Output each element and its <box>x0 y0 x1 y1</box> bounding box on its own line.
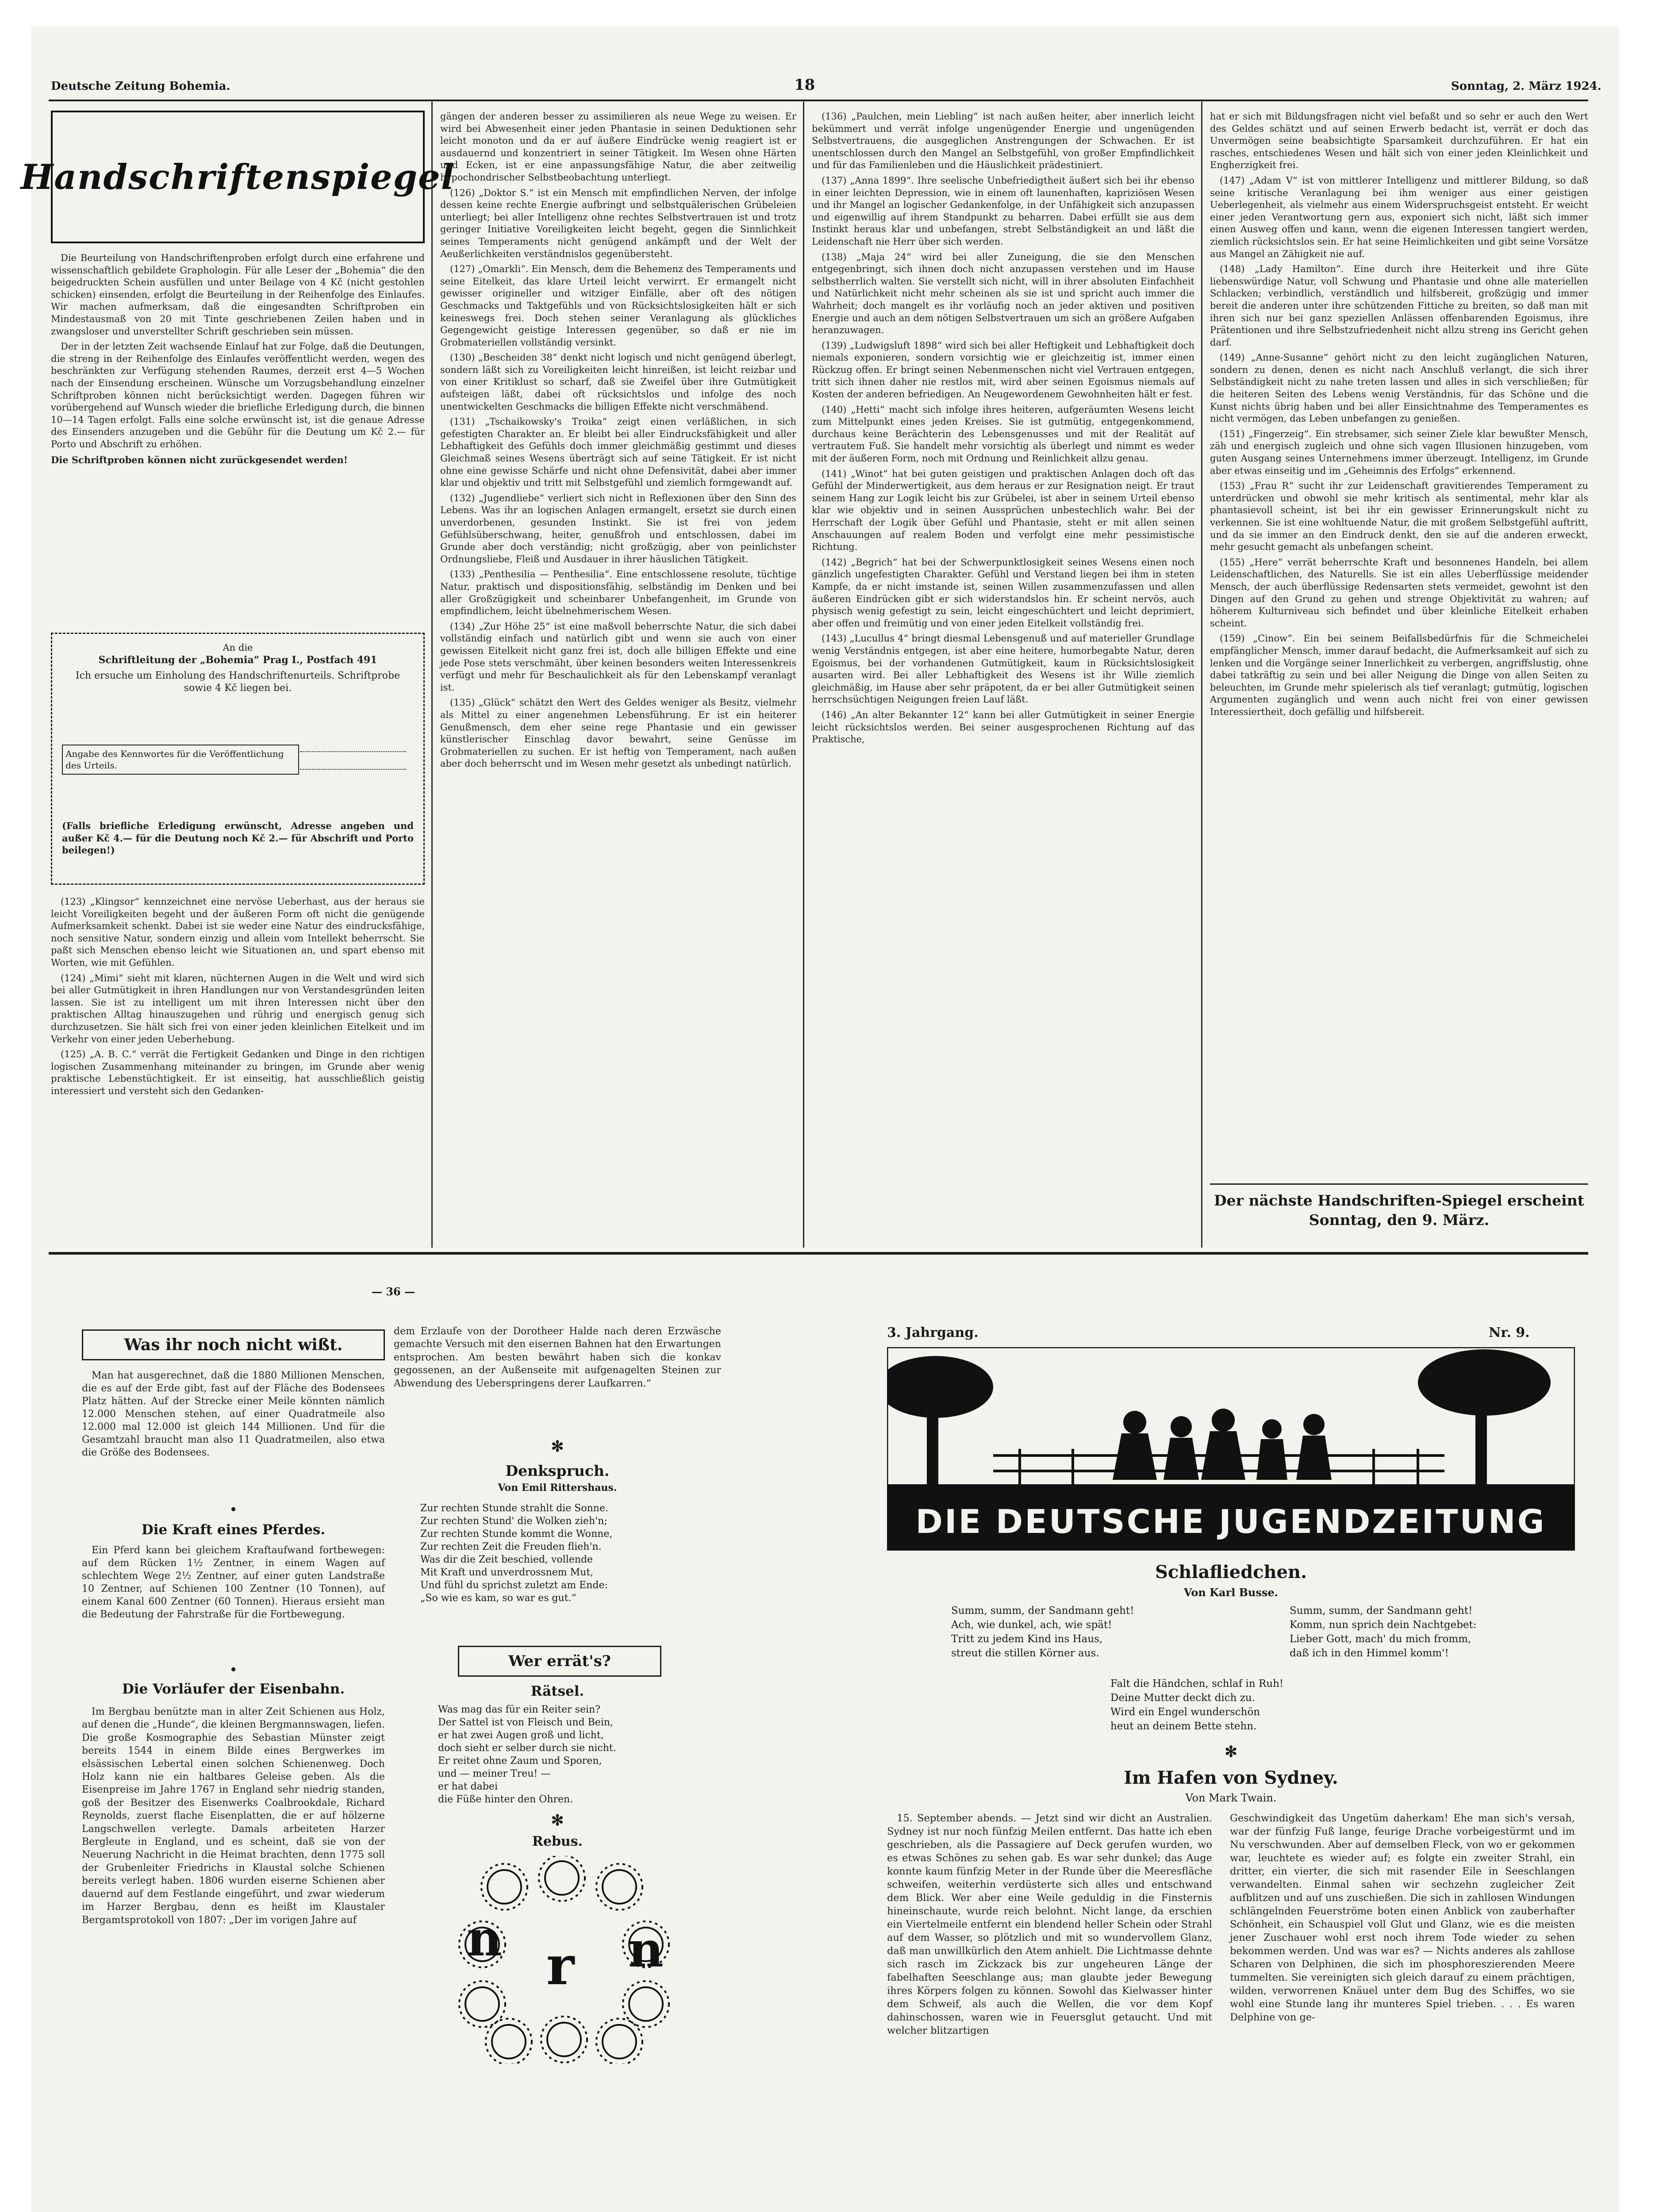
poem-line: Summ, summ, der Sandmann geht! <box>951 1605 1134 1617</box>
graphology-entry: (123) „Klingsor“ kennzeichnet eine nervöse Ueberhast, aus der heraus sie leicht Voreiligkeiten begeht und der äußeren Form oft nicht die genügende Aufmerksamkeit schenkt. Dabei ist sie weder eine Natur des eindrucksfähige, noch sensitive Natur, sondern einzig und allein vom Intellekt beherrscht. Sie paßt sich Menschen ebenso leicht wie Situationen an, und spart ebenso mit Worten, wie mit Gefühlen. <box>51 896 425 968</box>
graphology-entry: gängen der anderen besser zu assimilieren als neue Wege zu weisen. Er wird bei Abwesenheit einer jeden Phantasie in seinen Deduktionen sehr leicht monoton und da er auf äußere Eindrücke wenig reagiert ist er ausdauernd und konzentriert in seiner Tätigkeit. Im Wesen ohne Härten und Ecken, ist er eine anpassungsfähige Natur, die aber zeitweilig hypochondrischer Selbstbeobachtung unterliegt. <box>440 111 796 183</box>
graphology-entry: (131) „Tschaikowsky's Troika“ zeigt einen verläßlichen, in sich gefestigten Charakter an. Er bleibt bei aller Eindrucksfähigkeit und aller Lebhaftigkeit des Gefühls doch immer gleichmäßig gestimmt und dieses Gleichmaß seines Wesens überträgt sich auf seine Tätigkeit. Er ist nicht ohne eine gewisse Schärfe und nicht ohne Defensivität, dabei aber immer klar und objektiv und tritt mit Selbstgefühl und ziemlich formgewandt auf. <box>440 416 796 488</box>
riddle-line: Er reitet ohne Zaum und Sporen, <box>438 1755 602 1767</box>
star-ornament: ✻ <box>551 1812 564 1829</box>
newspaper-page <box>20 27 1619 2212</box>
sydney-author: Von Mark Twain. <box>1185 1792 1277 1804</box>
was-ihr-title: Was ihr noch nicht wißt. <box>124 1336 343 1354</box>
column-1-entries <box>51 896 425 1101</box>
graphology-entry: (142) „Begrich“ hat bei der Schwerpunktlosigkeit seines Wesens einen noch gänzlich ungefestigten Charakter. Gefühl und Verstand liegen bei ihm in steten Kampfe, da er nicht imstande ist, seinen Willen zusammenzufassen und allen äußeren Eindrücken gibt er sich widerstandslos hin. Er scheint nervös, auch physisch wenig gefestigt zu sein, leicht eingeschüchtert und leicht deprimiert, aber offen und freimütig und von einer jeden Eitelkeit vollständig frei. <box>812 557 1194 629</box>
erraet-title-box <box>458 1646 661 1677</box>
handschriften-title-box <box>20 111 455 243</box>
poem-line: daß ich in den Himmel komm'! <box>1290 1647 1449 1659</box>
graphology-entry: (149) „Anne-Susanne“ gehört nicht zu den leicht zugänglichen Naturen, sondern zu denen, denen es nicht nach Anschluß verlangt, die sich ihrer Selbständigkeit nicht zu nahe treten lassen und alles in sich verschließen; für die heiteren Seiten des Lebens wenig Verständnis, für das Schöne und die Kunst nichts übrig haben und bei aller Einsichtnahme des Temperamentes es nicht vermögen, das Leben unbefangen zu genießen. <box>1210 352 1588 424</box>
rebus-image <box>456 1856 677 2064</box>
rebus-letter: r <box>546 1935 575 1997</box>
column-rule <box>431 102 433 1248</box>
graphology-entry: (137) „Anna 1899“. Ihre seelische Unbefriedigtheit äußert sich bei ihr ebenso in einer leichten Depression, wie in einem oft launenhaften, kapriziösen Wesen und ihr Mangel an logischer Gedankenfolge, in der Unfähigkeit sich anzupassen und eigenwillig auf ihrem Standpunkt zu beharren. Dabei erfüllt sie aus dem Instinkt heraus klar und unbefangen, strebt Selbständigkeit an und läßt die Leidenschaft nie Herr über sich werden. <box>812 175 1194 247</box>
graphology-entry: (148) „Lady Hamilton“. Eine durch ihre Heiterkeit und ihre Güte liebenswürdige Natur, voll Schwung und Phantasie und ohne alle materiellen Schlacken; verbindlich, verständlich und hilfsbereit, großzügig und immer bereit die anderen unter ihre schützenden Fittiche zu breiten, so daß man mit ihren sich nur bei ganz speziellen Anlässen offenbarenden Egoismus, ihre Prätentionen und ihre Selbstzufriedenheit nicht allzu streng ins Gericht gehen darf. <box>1210 264 1588 348</box>
coupon-keyword-line[interactable] <box>300 751 406 752</box>
rebus-letter: n <box>628 1921 664 1978</box>
sydney-title: Im Hafen von Sydney. <box>1124 1767 1338 1788</box>
graphology-entry: (151) „Fingerzeig“. Ein strebsamer, sich seiner Ziele klar bewußter Mensch, zäh und energisch zugleich und ohne sich vagen Illusionen hinzugeben, vom guten Ausgang seines Unternehmens immer überzeugt. Intelligenz, im Grunde aber etwas einseitig und im „Geheimnis des Erfolgs“ erkennend. <box>1210 428 1588 476</box>
header-right: Sonntag, 2. März 1924. <box>1451 80 1601 93</box>
poem-line: Lieber Gott, mach' du mich fromm, <box>1290 1633 1471 1645</box>
banner-title: DIE DEUTSCHE JUGENDZEITUNG <box>915 1503 1546 1541</box>
denkspruch-title: Denkspruch. <box>505 1462 610 1479</box>
graphology-entry: (133) „Penthesilia — Penthesilia“. Eine entschlossene resolute, tüchtige Natur, praktisch und dispositionsfähig, selbständig im Denken und bei aller Großzügigkeit und scheinbarer Unbefangenheit, im Grunde von empfindlichem, leicht übelnehmerischem Wesen. <box>440 569 796 617</box>
graphology-entry: (155) „Here“ verrät beherrschte Kraft und besonnenes Handeln, bei allem Leidenschaftlichen, des Naturells. Sie ist ein alles Ueberflüssige meidender Mensch, der auch überflüssige Redensarten stets vermeidet, gewohnt ist den Dingen auf den Grund zu gehen und strenge Objektivität zu wahren; auf höherem Kulturniveau sich befindet und über kleinliche Eitelkeit erhaben scheint. <box>1210 557 1588 629</box>
eisenbahn-title: Die Vorläufer der Eisenbahn. <box>122 1681 345 1697</box>
divider-ornament: • <box>230 1663 237 1677</box>
riddle-line: die Füße hinter den Ohren. <box>438 1794 573 1805</box>
graphology-entry: (135) „Glück“ schätzt den Wert des Geldes weniger als Besitz, vielmehr als Mittel zu einer angenehmen Lebensführung. Er ist ein heiterer Genußmensch, dem eher seine rege Phantasie und ein gewisser künstlerischer Einschlag davor bewahrt, seine Genüsse im Grobmateriellen zu suchen. Er ist heftig von Temperament, nach außen aber doch beherrscht und im Wesen mehr gesetzt als unbedingt natürlich. <box>440 697 796 769</box>
issue-number: Nr. 9. <box>1489 1325 1530 1340</box>
intro-paragraph: Die Beurteilung von Handschriftenproben erfolgt durch eine erfahrene und wissenschaftlich gebildete Graphologin. Für alle Leser der „Bohemia“ die den beigedruckten Schein ausfüllen und unter Beilage von 4 Kč (nicht gestohlen schicken) einsenden, erfolgt die Beurteilung in der Reihenfolge des Einlaufes. Wir machen aufmerksam, daß die eingesandten Schriftproben ein Mindestausmaß von 20 mit Tinte geschriebenen Zeilen haben und in zwangsloser und unverstellter Schrift geschrieben sein müssen. <box>51 253 425 337</box>
denkspruch-poem <box>420 1502 708 1605</box>
raetsel-poem <box>438 1703 712 1806</box>
poem-line: „So wie es kam, so war es gut.“ <box>420 1593 576 1604</box>
poem-line: Zur rechten Zeit die Freuden flieh'n. <box>420 1541 602 1552</box>
sun-icon <box>596 2019 642 2064</box>
poem-line: Was dir die Zeit beschied, vollende <box>420 1554 593 1565</box>
coupon-text: Ich ersuche um Einholung des Handschriftenurteils. Schriftprobe sowie 4 Kč liegen bei. <box>75 670 400 694</box>
poem-line: Zur rechten Stund' die Wolken zieh'n; <box>420 1516 607 1527</box>
denkspruch-author: Von Emil Rittershaus. <box>498 1482 617 1494</box>
header-rule <box>49 100 1588 101</box>
riddle-line: Was mag das für ein Reiter sein? <box>438 1704 600 1715</box>
eisenbahn-text-block <box>82 1705 385 1930</box>
coupon-keyword-line[interactable] <box>300 769 406 770</box>
graphology-entry: (140) „Hetti“ macht sich infolge ihres heiteren, aufgeräumten Wesens leicht zum Mittelpunkt eines jeden Kreises. Sie ist gutmütig, entgegenkommend, durchaus keine Berächterin des Lebensgenusses und mit der Realität auf vertrautem Fuß. Sie handelt mehr vorsichtig als überlegt und nimmt es weder mit der äußeren Form, noch mit Ordnung und Reinlichkeit allzu genau. <box>812 404 1194 464</box>
eisenbahn-text: Im Bergbau benützte man in alter Zeit Schienen aus Holz, auf denen die „Hunde“, die kleinen Bergmannswagen, liefen. Die große Kosmographie des Sebastian Münster zeigt bereits 1544 in einem Bilde eines Bergwerkes im elsässischen Lebertal einen solchen Schienenweg. Doch Holz kann nie ein haltbares Geleise geben. Als die Eisenpreise im Jahre 1767 in England sehr niedrig standen, goß der Besitzer des Eisenwerks Coalbrookdale, Richard Reynolds, zuerst flache Eisenplatten, die er auf hölzerne Langschwellen verlegte. Damals arbeiteten Harzer Bergleute in England, und es scheint, daß sie von der Neuerung Nachricht in die Heimat brachten, denn 1775 soll der Grubenleiter Friedrichs in Klaustal solche Schienen bereits verlegt haben. 1806 wurden eiserne Schienen aber dauernd auf dem Festlande eingeführt, und zwar wiederum im Harzer Bergbau, denn es heißt im Klaustaler Bergamtsprotokoll von 1807: „Der im vorigen Jahre auf <box>82 1706 385 1926</box>
column-rule <box>1201 102 1202 1248</box>
column-4-entries <box>1210 111 1588 722</box>
section-separator <box>49 1252 1588 1255</box>
graphology-entry: (130) „Bescheiden 38“ denkt nicht logisch und nicht genügend überlegt, sondern läßt sich zu Voreiligkeiten leicht hinreißen, ist leicht reizbar und von einer Kritiklust so scharf, daß sie Zweifel über ihre Gutmütigkeit aufsteigen läßt, dabei oft rücksichtslos und infolge des noch unentwickelten Geschmacks die billigen Effekte nicht verschmähend. <box>440 352 796 412</box>
graphology-entry: (124) „Mimi“ sieht mit klaren, nüchternen Augen in die Welt und wird sich bei aller Gutmütigkeit in ihren Handlungen nur von Verstandesgründen leiten lassen. Sie ist zu intelligent um mit ihren Interessen nicht über den praktischen Alltag hinauszugehen und rührig und energisch genug sich durchzusetzen. Sie hält sich frei von einer jeden kleinlichen Eitelkeit und im Verkehr von einer jeden Ueberhebung. <box>51 972 425 1045</box>
supplement-page-marker: — 36 — <box>372 1285 415 1298</box>
jugendzeitung-banner <box>887 1347 1575 1551</box>
schlaf-verse-center <box>1110 1677 1376 1733</box>
sydney-column-left <box>887 1812 1212 2040</box>
poem-line: Tritt zu jedem Kind ins Haus, <box>951 1633 1103 1645</box>
page-number: 18 <box>794 76 815 94</box>
raetsel-title: Rätsel. <box>530 1683 584 1699</box>
graphology-entry: (126) „Doktor S.“ ist ein Mensch mit empfindlichen Nerven, der infolge dessen keine rechte Energie aufbringt und selbstquälerischen Grübeleien unterliegt; bei aller Intelligenz ohne rechtes Selbstvertrauen ist und trotz geringer Initiative Voreiligkeiten leicht begeht, gegen die Sinnlichkeit seines Temperaments nicht genügend ankämpft und der Welt der Aeußerlichkeiten verständnislos gegenübersteht. <box>440 187 796 259</box>
order-coupon <box>51 633 425 885</box>
poem-line: Deine Mutter deckt dich zu. <box>1110 1692 1255 1704</box>
jahrgang: 3. Jahrgang. <box>887 1325 979 1340</box>
riddle-line: und — meiner Treu! — <box>438 1768 551 1779</box>
riddle-line: er hat dabei <box>438 1781 498 1792</box>
poem-line: Und fühl du sprichst zuletzt am Ende: <box>420 1580 608 1591</box>
star-ornament: ✻ <box>551 1438 564 1455</box>
graphology-entry: (141) „Winot“ hat bei guten geistigen und praktischen Anlagen doch oft das Gefühl der Minderwertigkeit, aus dem heraus er zur Resignation neigt. Er traut seinem Hang zur Logik leicht bis zur Grübelei, ist aber in seinem Urteil ebenso klar wie objektiv und in seinen Aussprüchen unbestechlich wahr. Bei der Herrschaft der Logik über Gefühl und Phantasie, steht er mit allen seinen Anschauungen auf realem Boden und verfolgt eine mehr pessimistische Richtung. <box>812 468 1194 553</box>
poem-line: Summ, summ, der Sandmann geht! <box>1290 1605 1473 1617</box>
eisenbahn-continued <box>394 1325 721 1393</box>
coupon-to: An die <box>223 642 253 653</box>
kraft-text: Ein Pferd kann bei gleichem Kraftaufwand fortbewegen: auf dem Rücken 1½ Zentner, in einem Wagen auf schlechtem Wege 2½ Zentner, auf einer guten Landstraße 10 Zentner, auf Schienen 100 Zentner (10 Tonnen), auf einem Kanal 600 Zentner (60 Tonnen). Hieraus ersieht man die Bedeutung der Fahrstraße für die Fortbewegung. <box>82 1545 385 1620</box>
sydney-column-right <box>1230 1812 1575 2027</box>
sun-icon <box>623 1981 669 2027</box>
was-ihr-text-block <box>82 1369 385 1462</box>
coupon-address: Schriftleitung der „Bohemia“ Prag I., Postfach 491 <box>98 654 377 666</box>
eisenbahn-cont-text: dem Erzlaufe von der Dorotheer Halde nach deren Erzwäsche gemachte Versuch mit den eisernen Bahnen hat den Erwartungen entsprochen. Am besten bewährt haben sich die konkav gegossenen, an der Außenseite mit aufgenagelten Steinen zur Abwendung des Ueberspringens derer Laufkarren.“ <box>394 1326 721 1389</box>
riddle-line: Der Sattel ist von Fleisch und Bein, <box>438 1717 614 1728</box>
schlaf-verse-right <box>1290 1604 1555 1660</box>
column-2-entries <box>440 111 796 773</box>
sun-icon <box>481 1864 527 1910</box>
intro-block <box>51 252 425 469</box>
sydney-text: Geschwindigkeit das Ungetüm daherkam! Ehe man sich's versah, war der fünfzig Fuß lange, feurige Drache vorbeigestürmt und im Nu verschwunden. Aber auf demselben Fleck, von wo er gekommen war, leuchtete es wieder auf; es folgte ein zweiter Strahl, ein dritter, ein vierter, die sich mit rasender Eile in Seeschlangen verwandelten. Einmal sahen wir sechzehn zugleicher Zeit aufblitzen und auf uns zuschießen. Die sich in zahllosen Windungen schlängelnden Feuerströme boten einen Anblick von zauberhafter Schönheit, ein Schauspiel voll Glut und Glanz, wie es die meisten jener Zuschauer wohl erst noch ihrem Tode wieder zu sehen bekommen werden. Und was war es? — Nichts anderes als zahllose Scharen von Delphinen, die sich im phosphoreszierenden Meere tummelten. Sie vereinigten sich gleich darauf zu einem prächtigen, wilden, verworrenen Knäuel unter dem Bug des Schiffes, wo sie wohl eine Stunde lang ihr munteres Spiel trieben. . . . Es waren Delphine von ge- <box>1230 1813 1575 2023</box>
erraet-title: Wer errät's? <box>508 1652 611 1670</box>
kraft-title: Die Kraft eines Pferdes. <box>141 1522 326 1538</box>
schlaf-author: Von Karl Busse. <box>1183 1586 1279 1599</box>
rebus-letter: n <box>467 1910 502 1967</box>
graphology-entry: (132) „Jugendliebe“ verliert sich nicht in Reflexionen über den Sinn des Lebens. Was ihr an logischen Anlagen ermangelt, ersetzt sie durch einen unverdorbenen, gesunden Instinkt. Sie ist frei von jedem Gefühlsüberschwang, heiter, genußfroh und entschlossen, dabei im Grunde aber doch verständig; nicht großzügig, aber von peinlichster Ordnungsliebe, Fleiß und Ausdauer in ihrer häuslichen Tätigkeit. <box>440 492 796 565</box>
header-left: Deutsche Zeitung Bohemia. <box>51 80 230 93</box>
column-rule <box>803 102 804 1248</box>
divider-ornament: • <box>230 1503 237 1517</box>
rebus-title: Rebus. <box>532 1834 583 1849</box>
graphology-entry: (134) „Zur Höhe 25“ ist eine maßvoll beherrschte Natur, die sich dabei vollständig einfach und natürlich gibt und wenn sie auch von einer gewissen Eitelkeit nicht ganz frei ist, doch alle billigen Effekte und eine jede Pose stets verschmäht, über keinen besonders weiten Interessenkreis verfügt und mehr für Beschaulichkeit als für den Lebenskampf veranlagt ist. <box>440 621 796 693</box>
graphology-entry: (159) „Cinow“. Ein bei seinem Beifallsbedürfnis für die Schmeichelei empfänglicher Mensch, immer darauf bedacht, die Aufmerksamkeit auf sich zu lenken und die Vorgänge seiner Innerlichkeit zu verbergen, angriffslustig, ohne dabei tatkräftig zu sein und bei aller Neigung die Dinge von allen Seiten zu beleuchten, im Grunde mehr spielerisch als tief veranlagt; gutmütig, logischen Argumenten zugänglich und wenn auch nicht frei von einer gewissen Interessiertheit, doch gefällig und hilfsbereit. <box>1210 633 1588 717</box>
sydney-text: 15. September abends. — Jetzt sind wir dicht an Australien. Sydney ist nur noch fünfzig Meilen entfernt. Das hatte ich eben geschrieben, als die Passagiere auf Deck gerufen wurden, wo es etwas Schönes zu sehen gab. Es war sehr dunkel; das Auge konnte kaum fünfzig Meter in der Runde über die Meeresfläche schweifen, weiterhin verdüsterte sich alles und entschwand dem Blick. Wer aber eine Weile geduldig in die Finsternis hineinschaute, wurde reich belohnt. Nicht lange, da erschien ein Viertelmeile entfernt ein blendend heller Schein oder Strahl auf dem Wasser, so plötzlich und mit so wundervollem Glanz, daß man unwillkürlich den Atem anhielt. Die Lichtmasse dehnte sich rasch im Zickzack bis zur ungeheuren Länge der fabelhaften Seeschlange aus; man glaubte jeder Bewegung ihres Körpers folgen zu können. Sowohl das Kielwasser hinter dem Schweif, als auch die Wellen, die vor dem Kopf dahinschossen, waren wie in Feuersglut getaucht. Und mit welcher blitzartigen <box>887 1813 1212 2036</box>
star-ornament: ✻ <box>1225 1743 1237 1761</box>
poem-line: Wird ein Engel wunderschön <box>1110 1706 1260 1718</box>
graphology-entry: (139) „Ludwigsluft 1898“ wird sich bei aller Heftigkeit und Lebhaftigkeit doch niemals exponieren, sondern vorsichtig wie er gleichzeitig ist, immer einen Rückzug offen. Er bringt seinen Nebenmenschen nicht viel Vertrauen entgegen, tritt sich ihnen daher nie restlos mit, wird aber seinen Egoismus niemals auf Kosten der anderen befriedigen. An Neugewordenem Gewohnheiten hält er fest. <box>812 340 1194 400</box>
graphology-entry: hat er sich mit Bildungsfragen nicht viel befaßt und so sehr er auch den Wert des Geldes schätzt und auf seinen Erwerb bedacht ist, verrät er doch das Unvermögen seine beabsichtigte Sparsamkeit durchzuführen. Er hat ein rasches, entschiedenes Wesen und hält sich von einer jeden Kleinlichkeit und Engherzigkeit frei. <box>1210 111 1588 171</box>
schlaf-verse-left <box>951 1604 1217 1660</box>
was-ihr-title-box <box>82 1329 385 1360</box>
intro-warning: Die Schriftproben können nicht zurückgesendet werden! <box>51 454 348 465</box>
graphology-entry: (153) „Frau R“ sucht ihr zur Leidenschaft gravitierendes Temperament zu unterdrücken und obwohl sie mehr kritisch als sentimental, mehr klar als phantasievoll scheint, ist bei ihr ein gewisser Erinnerungskult nicht zu verkennen. Sie ist eine wohltuende Natur, die mit großem Selbstgefühl auftritt, und da sie immer an den Eindruck denkt, den sie auf die anderen erweckt, mehr gesucht gemacht als unbefangen scheint. <box>1210 480 1588 553</box>
poem-line: Mit Kraft und unverdrossnem Mut, <box>420 1567 594 1578</box>
poem-line: Ach, wie dunkel, ach, wie spät! <box>951 1619 1112 1631</box>
graphology-entry: (127) „Omarkli“. Ein Mensch, dem die Behemenz des Temperaments und seine Eitelkeit, das klare Urteil leicht verwirrt. Er ermangelt nicht gewisser origineller und witziger Einfälle, aber oft des nötigen Geschmacks und Taktgefühls und von Rücksichtslosigkeiten hält er sich keineswegs frei. Doch stehen seiner Veranlagung als glückliches Gegengewicht geistige Interessen gegenüber, so daß er nie im Grobmateriellen vollständig versinkt. <box>440 264 796 348</box>
schlaf-title: Schlafliedchen. <box>1155 1562 1307 1582</box>
sun-icon <box>539 1856 585 1901</box>
coupon-note: (Falls briefliche Erledigung erwünscht, Adresse angeben und außer Kč 4.— für die Deutung noch Kč 2.— für Abschrift und Porto beilegen!) <box>62 820 414 856</box>
poem-line: heut an deinem Bette stehn. <box>1110 1720 1257 1732</box>
poem-line: Komm, nun sprich dein Nachtgebet: <box>1290 1619 1477 1631</box>
graphology-entry: (143) „Lucullus 4“ bringt diesmal Lebensgenuß und auf materieller Grundlage wenig Verständnis entgegen, ist aber eine heitere, humorbegabte Natur, deren Egoismus, bei der vorhandenen Gutmütigkeit, kaum in Rücksichtslosigkeit ausarten wird. Bei aller Lebhaftigkeit des Wesens ist ihr Wille ziemlich gleichmäßig, im Hause aber sehr präpotent, da er bei aller Gutmütigkeit seinen herrschsüchtigen Neigungen freien Lauf läßt. <box>812 633 1194 705</box>
graphology-entry: (136) „Paulchen, mein Liebling“ ist nach außen heiter, aber innerlich leicht bekümmert und verrät infolge ungenügender Energie und ungenügenden Selbstvertrauens, die ausgeglichen Anstrengungen der Schwachen. Er ist unentschlossen durch den Mangel an Selbstgefühl, von großer Empfindlichkeit und für das Familienleben und die Häuslichkeit prädestiniert. <box>812 111 1194 171</box>
sun-icon <box>541 2016 587 2062</box>
poem-line: Falt die Händchen, schlaf in Ruh! <box>1110 1678 1284 1690</box>
handschriften-title: Handschriftenspiegel <box>20 157 455 197</box>
riddle-line: doch sieht er selber durch sie nicht. <box>438 1743 616 1754</box>
sun-icon <box>596 1864 642 1910</box>
coupon-keyword-label: Angabe des Kennwortes für die Veröffentlichung des Urteils. <box>62 745 299 775</box>
poem-line: Zur rechten Stunde kommt die Wonne, <box>420 1528 613 1540</box>
sun-icon <box>459 1981 505 2027</box>
next-issue-notice: Der nächste Handschriften-Spiegel erscheint Sonntag, den 9. März. <box>1210 1183 1588 1230</box>
poem-line: streut die stillen Körner aus. <box>951 1647 1099 1659</box>
graphology-entry: (125) „A. B. C.“ verrät die Fertigkeit Gedanken und Dinge in den richtigen logischen Zusammenhang miteinander zu bringen, im Grunde aber wenig praktische Lebenstüchtigkeit. Er ist einseitig, hat ausschließlich geistig interessiert und versteht sich den Gedanken- <box>51 1049 425 1096</box>
intro-paragraph: Der in der letzten Zeit wachsende Einlauf hat zur Folge, daß die Deutungen, die streng in der Reihenfolge des Einlaufes veröffentlicht werden, wegen des beschränkten zur Verfügung stehenden Raumes, derzeit erst 4—5 Wochen nach der Einsendung erscheinen. Wünsche um Vorzugsbehandlung einzelner Schriftproben können nicht berücksichtigt werden. Dagegen führen wir vorübergehend auf Wunsch wieder die briefliche Erledigung durch, die binnen 10—14 Tagen erfolgt. Falls eine solche erwünscht ist, ist die genaue Adresse des Einsenders anzugeben und die Gebühr für die Deutung um Kč 2.— für Porto und Abschrift zu erhöhen. <box>51 341 425 449</box>
column-3-entries <box>812 111 1194 749</box>
graphology-entry: (146) „An alter Bekannter 12“ kann bei aller Gutmütigkeit in seiner Energie leicht rücksichtslos werden. Bei seiner ausgesprochenen Richtung auf das Praktische, <box>812 709 1194 745</box>
graphology-entry: (147) „Adam V“ ist von mittlerer Intelligenz und mittlerer Bildung, so daß seine kritische Veranlagung bei ihm weniger aus einer geistigen Ueberlegenheit, als vielmehr aus einem Widerspruchsgeist entsteht. Er weicht einer jeden Verantwortung gern aus, exponiert sich nicht, läßt sich immer einen Ausweg offen und kann, wenn die eigenen Interessen tangiert werden, ziemlich rücksichtslos sein. Er hat seine Heimlichkeiten und gibt seine Vorsätze aus Mangel an Zähigkeit nie auf. <box>1210 175 1588 259</box>
poem-line: Zur rechten Stunde strahlt die Sonne. <box>420 1503 608 1514</box>
kraft-text-block <box>82 1544 385 1624</box>
riddle-line: er hat zwei Augen groß und licht, <box>438 1730 604 1741</box>
was-ihr-text: Man hat ausgerechnet, daß die 1880 Millionen Menschen, die es auf der Erde gibt, fast auf der Fläche des Bodensees Platz hätten. Auf der Strecke einer Meile könnten nämlich 12.000 Menschen stehen, auf einer Quadratmeile also 12.000 mal 12.000 ist gleich 144 Millionen. Und für die Gesamtzahl braucht man also 11 Quadratmeilen, also etwa die Größe des Bodensees. <box>82 1370 385 1458</box>
graphology-entry: (138) „Maja 24“ wird bei aller Zuneigung, die sie den Menschen entgegenbringt, sich ihnen doch nicht anzupassen verstehen und im Hause selbstherrlich walten. Sie verstellt sich nicht, will in ihrer absoluten Einfachheit und Natürlichkeit nicht mehr scheinen als sie ist und spricht auch immer die Wahrheit; doch mangelt es ihr vorläufig noch an jeder aktiven und positiven Energie und auch an dem nötigen Selbstvertrauen um sich an größere Aufgaben heranzuwagen. <box>812 251 1194 336</box>
